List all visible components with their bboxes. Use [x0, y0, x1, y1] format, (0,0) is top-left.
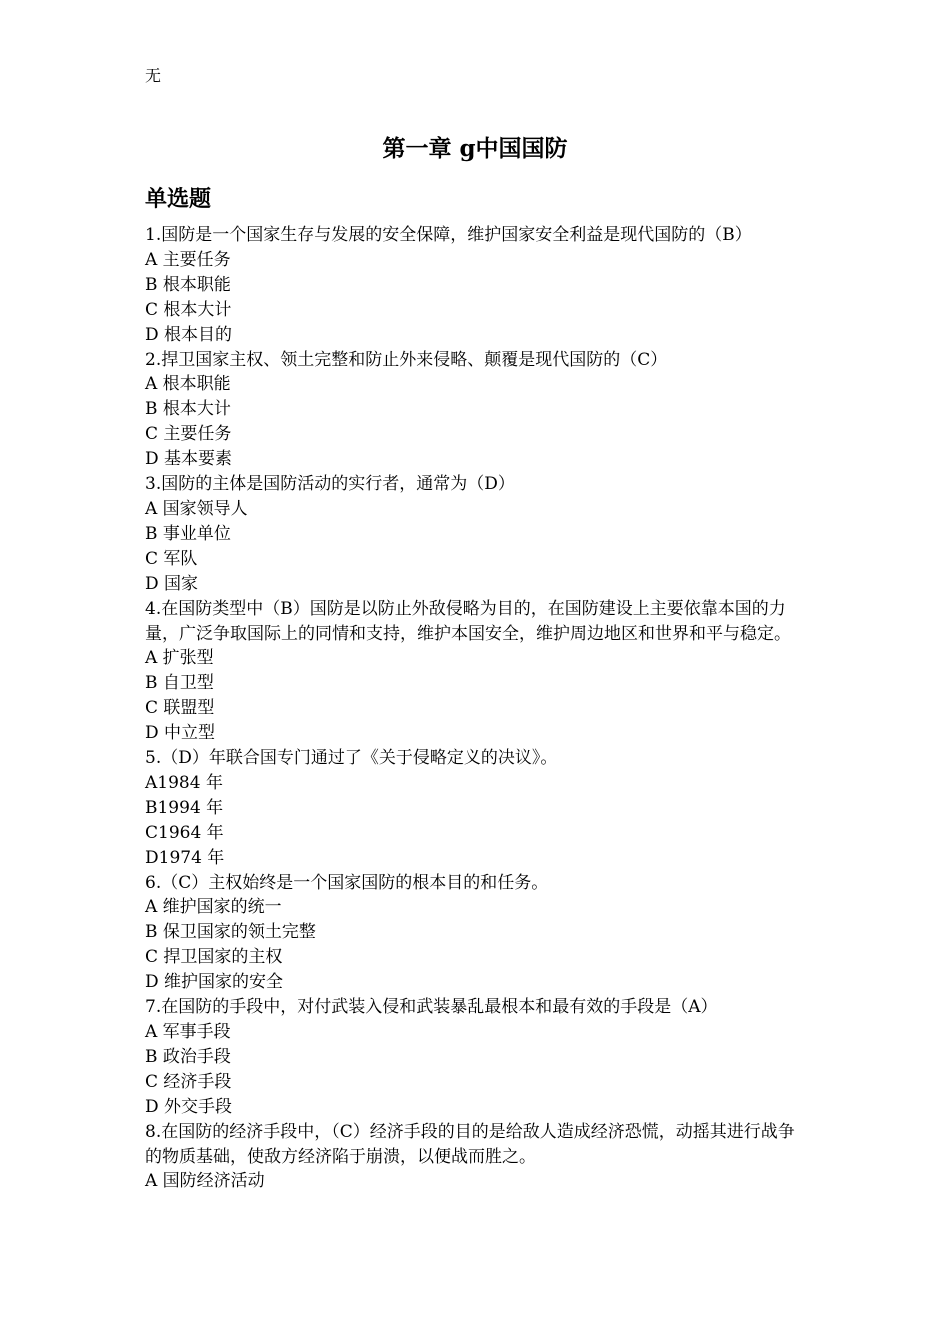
- question-option: C 主要任务: [145, 424, 232, 445]
- question-item: [145, 348, 810, 473]
- question-option: A 国家领导人: [145, 498, 248, 519]
- question-option: B1994 年: [145, 797, 224, 818]
- question-item: [145, 223, 810, 348]
- question-option: A 根本职能: [145, 374, 231, 395]
- question-option: D1974 年: [145, 847, 225, 868]
- question-stem: 5.（D）年联合国专门通过了《关于侵略定义的决议》。: [145, 748, 558, 769]
- page-header: 无: [145, 66, 162, 85]
- question-option: D 外交手段: [145, 1096, 233, 1117]
- question-option: A 扩张型: [145, 648, 214, 669]
- question-option: B 保卫国家的领土完整: [145, 922, 316, 943]
- question-option: B 政治手段: [145, 1046, 231, 1067]
- question-option: D 根本目的: [145, 324, 233, 345]
- question-option: C 捍卫国家的主权: [145, 947, 283, 968]
- question-stem: 8.在国防的经济手段中，（C）经济手段的目的是给敌人造成经济恐慌，动摇其进行战争的物质基础，使敌方经济陷于崩溃，以便战而胜之。: [145, 1121, 795, 1167]
- question-option: B 自卫型: [145, 673, 214, 694]
- question-item: [145, 995, 810, 1120]
- question-stem: 2.捍卫国家主权、领土完整和防止外来侵略、颠覆是现代国防的（C）: [145, 349, 668, 370]
- question-option: A1984 年: [145, 772, 223, 793]
- question-option: D 国家: [145, 573, 199, 594]
- question-option: C 根本大计: [145, 299, 232, 320]
- question-stem: 7.在国防的手段中，对付武装入侵和武装暴乱最根本和最有效的手段是（A）: [145, 997, 718, 1018]
- question-option: D 基本要素: [145, 449, 233, 470]
- section-title: 单选题: [145, 186, 212, 212]
- question-stem: 6.（C）主权始终是一个国家国防的根本目的和任务。: [145, 872, 549, 893]
- question-stem: 4.在国防类型中（B）国防是以防止外敌侵略为目的，在国防建设上主要依靠本国的力量，广泛争取国际上的同情和支持，维护本国安全，维护周边地区和世界和平与稳定。: [145, 598, 791, 644]
- question-item: [145, 472, 810, 597]
- question-option: A 军事手段: [145, 1022, 231, 1042]
- question-option: A 主要任务: [145, 249, 231, 270]
- chapter-title: 第一章 g中国国防: [382, 135, 568, 162]
- question-option: D 中立型: [145, 723, 216, 744]
- question-stem: 3.国防的主体是国防活动的实行者，通常为（D）: [145, 474, 515, 495]
- question-option: A 国防经济活动: [145, 1171, 265, 1192]
- question-stem: 1.国防是一个国家生存与发展的安全保障，维护国家安全利益是现代国防的（B）: [145, 225, 752, 245]
- question-item: [145, 871, 810, 996]
- question-option: C 经济手段: [145, 1071, 232, 1092]
- question-option: C1964 年: [145, 822, 224, 843]
- question-option: B 根本大计: [145, 399, 231, 420]
- question-item: [145, 746, 810, 871]
- question-item: [145, 597, 810, 746]
- question-option: B 根本职能: [145, 274, 231, 295]
- question-option: C 军队: [145, 548, 198, 569]
- question-option: B 事业单位: [145, 523, 231, 544]
- question-list: [145, 223, 810, 1194]
- question-item: [145, 1120, 810, 1195]
- question-option: A 维护国家的统一: [145, 897, 282, 918]
- question-option: D 维护国家的安全: [145, 972, 284, 993]
- question-option: C 联盟型: [145, 698, 215, 719]
